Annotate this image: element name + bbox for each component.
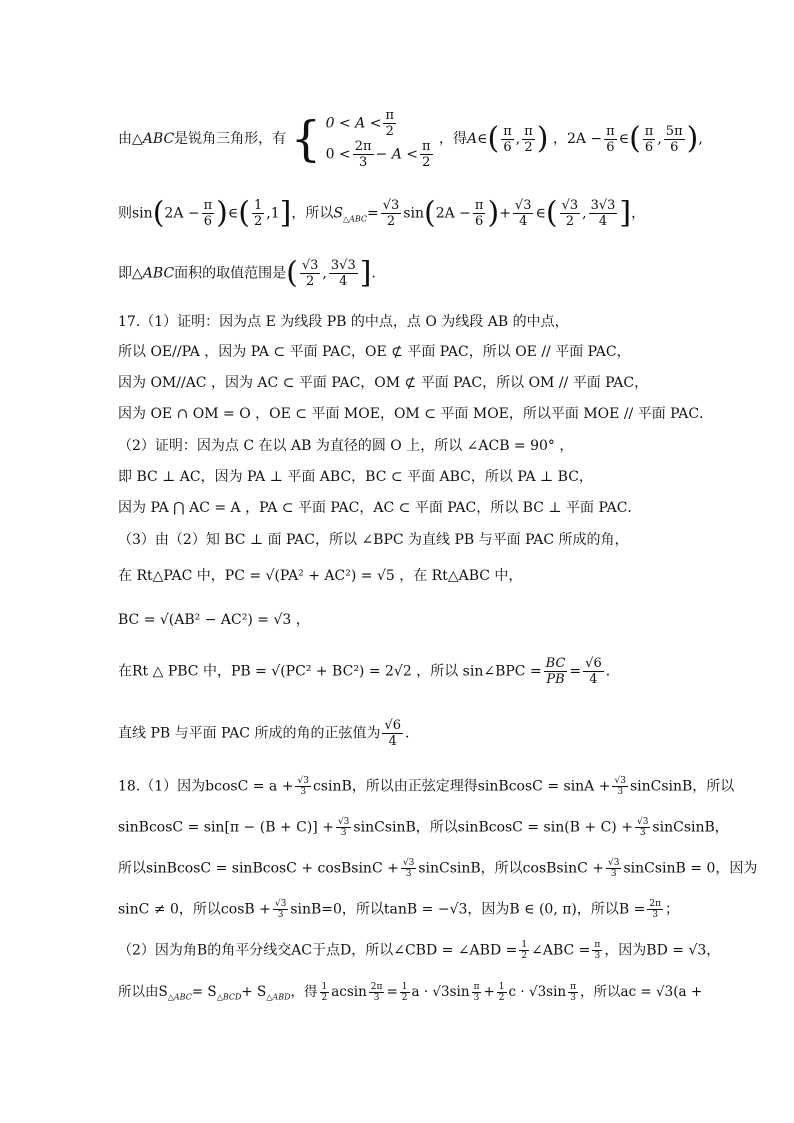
text: 2A − (435, 205, 471, 222)
text: 2 (321, 993, 328, 1003)
text: 4 (589, 672, 598, 687)
text: ． (605, 663, 620, 680)
text: √3 (561, 198, 579, 213)
line-17-12 (118, 718, 419, 749)
text: 2 (524, 139, 533, 155)
line-17-2: 所以 OE//PA ，因为 PA ⊂ 平面 PAC，OE ⊄ 平面 PAC，所以 OE // 平面 PAC， (118, 344, 631, 360)
text: csinB，所以由正弦定理得sinBcosC = sinA + (312, 778, 611, 795)
text: △ABC (167, 992, 192, 1002)
text: 2 (401, 993, 408, 1003)
text: √3 (636, 817, 649, 827)
text: π (606, 123, 615, 139)
text: 4 (519, 214, 528, 229)
text: 1 (253, 198, 263, 213)
text: 4 (598, 214, 608, 229)
text: − A < (375, 146, 419, 163)
text: sinBcosC = sin[π − (B + C)] + (118, 819, 334, 836)
line-17-8: （3）由（2）知 BC ⊥ 面 PAC，所以 ∠BPC 为直线 PB 与平面 PAC 所成的角， (118, 532, 629, 548)
text: = (569, 663, 582, 680)
text: 1 (321, 982, 328, 992)
text: π (524, 123, 533, 139)
brace: { (290, 111, 322, 167)
text: ∠ABC = (531, 942, 591, 959)
text: + S (241, 984, 267, 1000)
text: sinB=0，所以tanB = −√3，因为B ∈ (0, π)，所以B = (290, 901, 646, 918)
text: π (385, 108, 394, 123)
text: 18.（1）因为bcosC = a + (118, 778, 294, 795)
text: ABC (142, 265, 175, 282)
text: π (503, 123, 512, 139)
text: sinCsinB，所以sinBcosC = sin(B + C) + (353, 819, 633, 836)
text: 3 (652, 910, 659, 920)
line-17-3: 因为 OM//AC ，因为 AC ⊂ 平面 PAC，OM ⊄ 平面 PAC，所以 OM // 平面 PAC， (118, 375, 649, 391)
text: 4 (339, 274, 348, 289)
text: ． (405, 725, 420, 742)
text: 在Rt △ PBC 中，PB = √(PC² + BC²) = 2√2 ，所以 sin∠BPC = (118, 663, 542, 680)
text: 6 (606, 139, 615, 155)
text: sinC ≠ 0，所以cosB + (118, 901, 271, 918)
text: sinCsinB = 0，因为 (623, 860, 758, 877)
text: √3 (382, 198, 400, 213)
text: √3 (614, 776, 626, 786)
text: π (594, 940, 601, 950)
text: ； (665, 901, 680, 918)
line-17-9: 在 Rt△PAC 中，PC = √(PA² + AC²) = √5 ，在 Rt△ABC 中， (118, 568, 523, 584)
text: △ABD (266, 992, 291, 1002)
text: 5π (665, 123, 683, 139)
text: 6 (503, 139, 512, 155)
text: 1 (498, 982, 505, 992)
text: 由△ (118, 131, 143, 147)
text: 2A − (164, 205, 200, 222)
line-17-6: 即 BC ⊥ AC，因为 PA ⊥ 平面 ABC，BC ⊂ 平面 ABC，所以 PA ⊥ BC， (118, 469, 593, 485)
text: 3 (594, 951, 601, 961)
text: 2 (565, 214, 574, 229)
text: 2 (521, 951, 528, 961)
text: 2 (498, 993, 505, 1003)
text: acsin (331, 984, 367, 1000)
text: a · √3sin (411, 984, 470, 1000)
text: √3 (337, 817, 350, 827)
line-17-4: 因为 OE ∩ OM = O ，OE ⊂ 平面 MOE，OM ⊂ 平面 MOE，所以平面 MOE // 平面 PAC． (118, 406, 714, 422)
line-18-3 (118, 858, 757, 879)
text: π (474, 198, 484, 213)
text: S (333, 205, 343, 222)
text: 3 (570, 993, 576, 1003)
text: PB (546, 672, 565, 687)
text: + (483, 984, 495, 1000)
text: √3 (301, 258, 319, 273)
text: 6 (670, 139, 679, 155)
text: 6 (203, 214, 213, 229)
line-18-5 (118, 940, 720, 961)
text: 3 (610, 869, 617, 879)
text: ABC (142, 131, 175, 147)
text: ∈ (618, 131, 630, 147)
text: 即△ (118, 265, 143, 282)
text: sinCsinB，所以 (629, 778, 735, 795)
line-17-7: 因为 PA ⋂ AC = A ，PA ⊂ 平面 PAC，AC ⊂ 平面 PAC，所以 BC ⊥ 平面 PAC． (118, 500, 642, 516)
text: （2）因为角B的角平分线交AC于点D，所以∠CBD = ∠ABD = (118, 942, 518, 959)
line-17-1: 17.（1）证明：因为点 E 为线段 PB 的中点，点 O 为线段 AB 的中点， (118, 314, 569, 330)
text: 3 (277, 910, 284, 920)
text: 2 (385, 124, 394, 139)
text: A (467, 131, 478, 147)
text: √3 (274, 899, 287, 909)
text: 1 (401, 982, 408, 992)
text: 所以由S (118, 984, 168, 1000)
text: 2 (386, 214, 396, 229)
line-area-range: 即△ABC面积的取值范围是( $\frac{√3}{2}$ , $\frac{3√3}{4}$ ]． (118, 255, 386, 291)
text: 2π (649, 899, 662, 909)
text: 3 (473, 993, 480, 1003)
text: ． (371, 265, 386, 282)
text: 3 (639, 828, 646, 838)
text: △BCD (216, 992, 242, 1002)
text: + (499, 205, 511, 222)
text: ∈ (535, 205, 546, 222)
text: ，得 (290, 984, 318, 1000)
text: 0 < A < (325, 115, 382, 132)
text: ，得 (439, 131, 468, 147)
text: 2π (354, 139, 372, 154)
line-18-1 (118, 776, 734, 797)
text: √6 (384, 718, 402, 733)
text: ，因为BD = √3， (604, 942, 721, 959)
text: ∈ (477, 131, 488, 147)
text: ，所以ac = √3(a + (580, 984, 703, 1000)
text: 则sin (118, 205, 153, 222)
line-sin-range: 则sin(2A − $\frac{\pi}{6}$ )∈( $\frac{1}{2}$ ,1]，所以$S_{\triangle ABC}=$ $\frac{√3}{2}$ sin(2A − $\frac{\pi}{6}$ )+ $\frac{√3}{4}$ ∈( $\frac{√3}{2}$ , $\frac{3√3}{4}$ ]， (118, 195, 646, 231)
text: ∈ (227, 205, 239, 222)
text: π (644, 123, 654, 139)
text: π (203, 198, 213, 213)
text: ， (631, 205, 646, 222)
text: 3 (405, 869, 412, 879)
text: 4 (388, 734, 397, 749)
line-18-2 (118, 817, 729, 838)
line-17-11 (118, 656, 620, 687)
text: 是锐角三角形，有 (174, 131, 287, 147)
text: △ABC (342, 214, 368, 224)
text: 所以sinBcosC = sinBcosC + cosBsinC + (118, 860, 399, 877)
text: 3√3 (330, 258, 356, 273)
text: 3 (617, 787, 624, 797)
text: √3 (514, 198, 532, 213)
text: 直线 PB 与平面 PAC 所成的角的正弦值为 (118, 725, 381, 742)
text: 6 (475, 214, 484, 229)
text: 3 (358, 155, 368, 170)
text: sin (403, 205, 424, 222)
text: 2 (253, 214, 263, 229)
text: 6 (644, 139, 654, 155)
case-system (326, 108, 435, 170)
text: π (473, 982, 480, 992)
text: 3 (300, 787, 307, 797)
text: √3 (607, 858, 620, 868)
text: 2π (370, 982, 383, 992)
line-17-10: BC = √(AB² − AC²) = √3 ， (118, 612, 310, 628)
line-18-6 (118, 982, 702, 1008)
text: 1 (521, 940, 528, 950)
text: 3 (340, 828, 347, 838)
text: 3√3 (590, 198, 616, 213)
text: 2 (306, 274, 315, 289)
text: √3 (297, 776, 309, 786)
text: sinCsinB， (652, 819, 729, 836)
text: ，所以 (291, 205, 334, 222)
text: 1 (270, 205, 280, 222)
text: sinCsinB，所以cosBsinC + (418, 860, 604, 877)
text: √6 (585, 656, 602, 671)
text: √3 (402, 858, 415, 868)
text: 面积的取值范围是 (174, 265, 287, 282)
text: ，2A − (552, 131, 603, 147)
text: 3 (373, 993, 380, 1003)
line-17-5: （2）证明：因为点 C 在以 AB 为直径的圆 O 上，所以 ∠ACB = 90° ， (118, 438, 574, 454)
line-18-4 (118, 899, 679, 920)
text: π (570, 982, 577, 992)
text: BC (545, 656, 566, 671)
text: = (367, 205, 379, 222)
text: = (386, 984, 398, 1000)
text: 2 (422, 155, 431, 170)
text: π (422, 139, 431, 154)
text: 0 < (325, 146, 351, 163)
line-acute-condition: 由△ABC是锐角三角形，有 { 0 < A < $\frac{\pi}{2}$ 0 < $\frac{2\pi}{3}$ − A < $\frac{\pi}{2}$ ，得A∈( $\frac{\pi}{6}$ , $\frac{\pi}{2}$ ) ，2A − $\frac{\pi}{6}$ ∈( $\frac{\pi}{6}$ , $\frac{5\pi}{6}$ ), (118, 108, 703, 170)
text: = S (191, 984, 217, 1000)
text: c · √3sin (508, 984, 567, 1000)
